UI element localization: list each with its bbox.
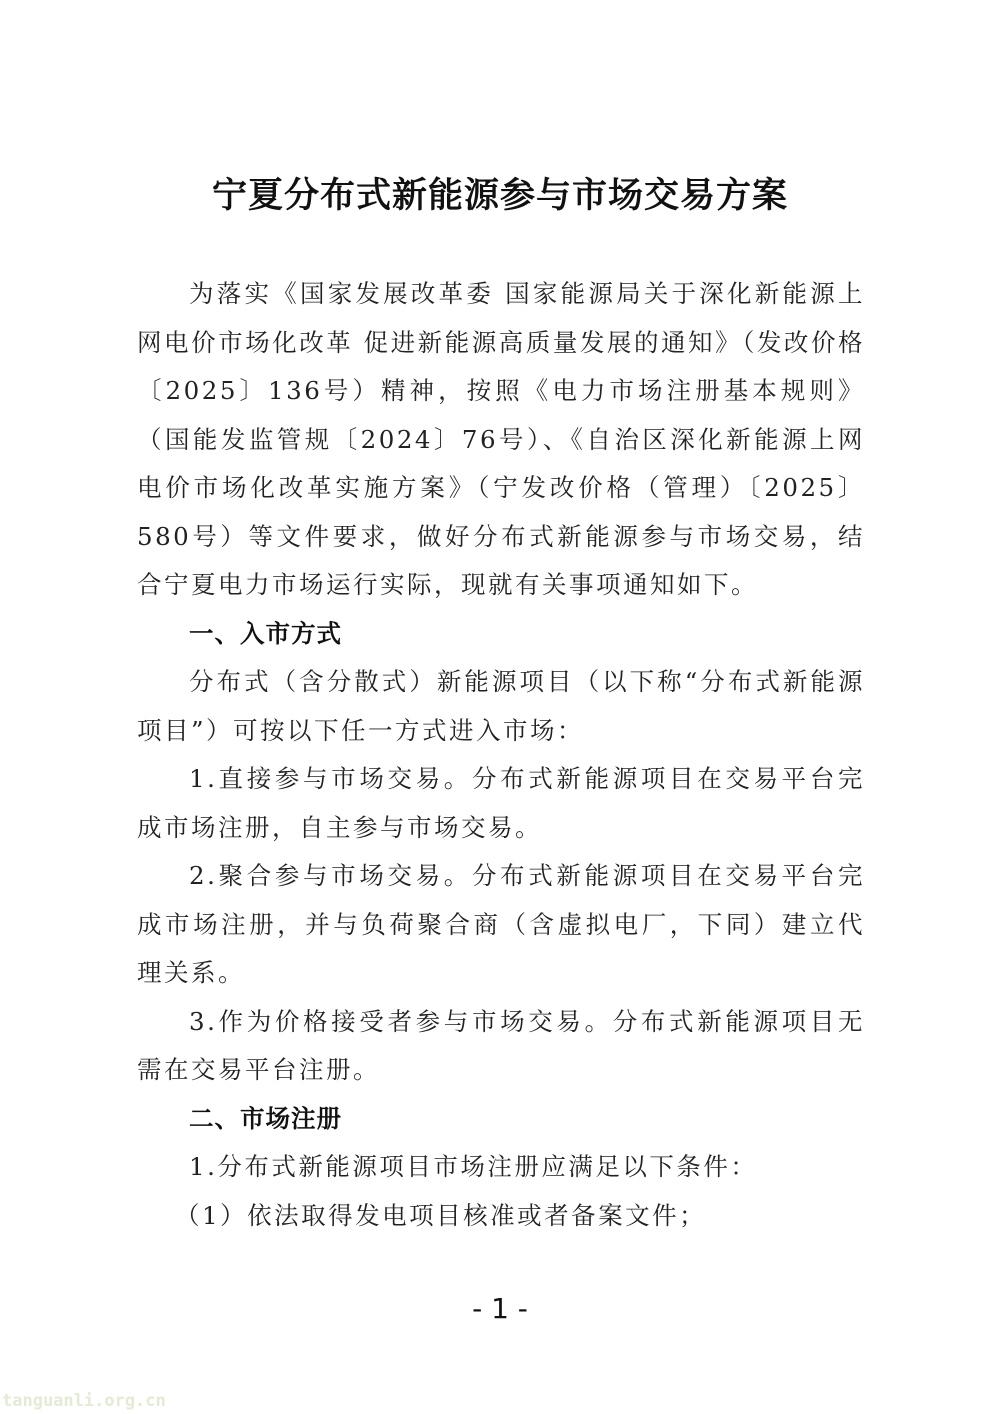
list-item-aggregated-trading: 2.聚合参与市场交易。分布式新能源项目在交易平台完成市场注册，并与负荷聚合商（含虚拟电厂，下同）建立代理关系。 — [137, 861, 865, 987]
document-body — [137, 270, 865, 1240]
intro-paragraph: 为落实《国家发展改革委 国家能源局关于深化新能源上网电价市场化改革 促进新能源高质量发展的通知》（发改价格〔2025〕136号）精神，按照《电力市场注册基本规则》（国能发监管规〔2024〕76号）、《自治区深化新能源上网电价市场化改革实施方案》（宁发改价格（管理）〔2025〕580号）等文件要求，做好分布式新能源参与市场交易，结合宁夏电力市场运行实际，现就有关事项通知如下。 — [137, 279, 865, 599]
section-heading-entry-method: 一、入市方式 — [189, 618, 342, 648]
page-number: - 1 - — [472, 1292, 528, 1325]
watermark: tanguanli.org.cn — [2, 1391, 166, 1411]
registration-condition-1: （1）依法取得发电项目核准或者备案文件； — [175, 1200, 707, 1230]
section1-intro-paragraph: 分布式（含分散式）新能源项目（以下称“分布式新能源项目”）可按以下任一方式进入市场： — [137, 667, 865, 745]
registration-conditions-paragraph: 1.分布式新能源项目市场注册应满足以下条件： — [189, 1152, 758, 1181]
list-item-price-taker: 3.作为价格接受者参与市场交易。分布式新能源项目无需在交易平台注册。 — [137, 1006, 865, 1084]
section-heading-registration: 二、市场注册 — [189, 1103, 342, 1133]
document-title: 宁夏分布式新能源参与市场交易方案 — [211, 176, 788, 216]
list-item-direct-trading: 1.直接参与市场交易。分布式新能源项目在交易平台完成市场注册，自主参与市场交易。 — [137, 764, 865, 842]
